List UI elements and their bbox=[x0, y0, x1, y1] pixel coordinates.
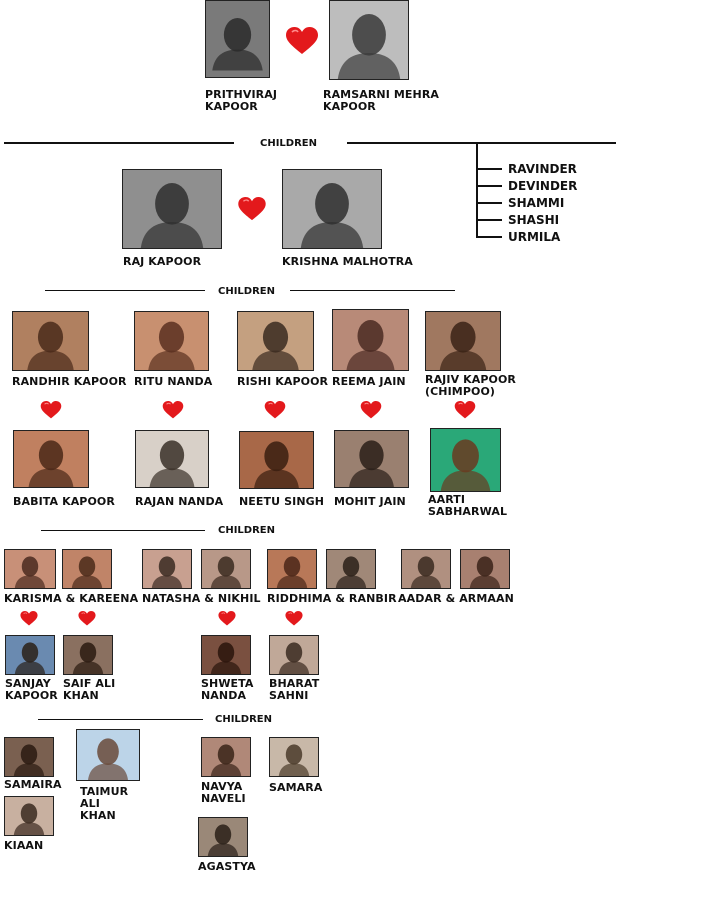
member-label: KARISMA & KAREENA bbox=[4, 592, 139, 605]
heart-icon bbox=[259, 401, 291, 419]
portrait-icon bbox=[6, 636, 54, 674]
children-header: CHILDREN bbox=[218, 286, 276, 297]
portrait-kareena bbox=[62, 549, 112, 589]
portrait-rajan-nanda bbox=[135, 430, 209, 488]
portrait-aadar bbox=[401, 549, 451, 589]
sibling-tick bbox=[476, 219, 502, 221]
portrait-icon bbox=[268, 550, 316, 588]
member-label: PRITHVIRAJ KAPOOR bbox=[205, 88, 278, 113]
member-label: RISHI KAPOOR bbox=[237, 375, 329, 388]
portrait-navya-naveli bbox=[201, 737, 251, 777]
heart-icon bbox=[286, 27, 318, 55]
portrait-karisma bbox=[4, 549, 56, 589]
portrait-icon bbox=[5, 738, 53, 776]
member-label: AGASTYA bbox=[198, 860, 256, 873]
generation-divider bbox=[41, 530, 205, 531]
sibling-name: RAVINDER bbox=[508, 162, 577, 176]
portrait-icon bbox=[135, 312, 208, 370]
heart-icon bbox=[449, 401, 481, 419]
portrait-icon bbox=[202, 550, 250, 588]
portrait-icon bbox=[327, 550, 375, 588]
member-label: BHARAT SAHNI bbox=[269, 677, 320, 702]
portrait-icon bbox=[402, 550, 450, 588]
member-label: KRISHNA MALHOTRA bbox=[282, 255, 413, 268]
portrait-agastya bbox=[198, 817, 248, 857]
member-label: RITU NANDA bbox=[134, 375, 213, 388]
portrait-icon bbox=[64, 636, 112, 674]
generation-divider bbox=[4, 142, 234, 144]
member-label: AARTI SABHARWAL bbox=[428, 493, 508, 518]
portrait-icon bbox=[333, 310, 408, 370]
portrait-aarti-sabharwal bbox=[430, 428, 501, 492]
heart-icon bbox=[35, 401, 67, 419]
portrait-icon bbox=[238, 312, 313, 370]
heart-icon bbox=[355, 401, 387, 419]
portrait-mohit-jain bbox=[334, 430, 409, 488]
heart-icon bbox=[214, 611, 240, 626]
portrait-armaan bbox=[460, 549, 510, 589]
portrait-babita-kapoor bbox=[13, 430, 89, 488]
portrait-prithviraj-kapoor bbox=[205, 0, 270, 78]
member-label: TAIMUR ALI KHAN bbox=[80, 785, 129, 822]
portrait-krishna-malhotra bbox=[282, 169, 382, 249]
member-label: BABITA KAPOOR bbox=[13, 495, 115, 508]
portrait-icon bbox=[426, 312, 500, 370]
portrait-icon bbox=[270, 738, 318, 776]
member-label: MOHIT JAIN bbox=[334, 495, 406, 508]
member-label: SAIF ALI KHAN bbox=[63, 677, 116, 702]
portrait-icon bbox=[199, 818, 247, 856]
generation-divider bbox=[290, 290, 455, 291]
generation-divider bbox=[347, 142, 616, 144]
sibling-name: DEVINDER bbox=[508, 179, 578, 193]
portrait-icon bbox=[283, 170, 381, 248]
portrait-icon bbox=[77, 730, 139, 780]
member-label: REEMA JAIN bbox=[332, 375, 406, 388]
portrait-bharat-sahni bbox=[269, 635, 319, 675]
portrait-icon bbox=[143, 550, 191, 588]
sibling-bracket bbox=[476, 142, 478, 238]
heart-icon bbox=[74, 611, 100, 626]
member-label: NATASHA & NIKHIL bbox=[142, 592, 261, 605]
portrait-icon bbox=[63, 550, 111, 588]
member-label: SAMARA bbox=[269, 781, 323, 794]
portrait-icon bbox=[123, 170, 221, 248]
portrait-icon bbox=[5, 797, 53, 835]
portrait-icon bbox=[5, 550, 55, 588]
portrait-ranbir bbox=[326, 549, 376, 589]
sibling-tick bbox=[476, 168, 502, 170]
children-header: CHILDREN bbox=[260, 138, 318, 149]
portrait-icon bbox=[461, 550, 509, 588]
portrait-samara bbox=[269, 737, 319, 777]
portrait-reema-jain bbox=[332, 309, 409, 371]
portrait-icon bbox=[202, 738, 250, 776]
portrait-icon bbox=[202, 636, 250, 674]
heart-icon bbox=[157, 401, 189, 419]
generation-divider bbox=[45, 290, 205, 291]
children-header: CHILDREN bbox=[215, 714, 273, 725]
member-label: RAMSARNI MEHRA KAPOOR bbox=[323, 88, 440, 113]
portrait-icon bbox=[14, 431, 88, 487]
member-label: RAJIV KAPOOR (CHIMPOO) bbox=[425, 373, 516, 398]
heart-icon bbox=[234, 197, 270, 221]
generation-divider bbox=[38, 719, 203, 720]
portrait-kiaan bbox=[4, 796, 54, 836]
portrait-icon bbox=[240, 432, 313, 488]
portrait-randhir-kapoor bbox=[12, 311, 89, 371]
portrait-saif-ali-khan bbox=[63, 635, 113, 675]
portrait-icon bbox=[431, 429, 500, 491]
member-label: RAJ KAPOOR bbox=[123, 255, 202, 268]
member-label: SANJAY KAPOOR bbox=[5, 677, 58, 702]
sibling-name: SHAMMI bbox=[508, 196, 565, 210]
portrait-icon bbox=[335, 431, 408, 487]
portrait-sanjay-kapoor bbox=[5, 635, 55, 675]
portrait-rishi-kapoor bbox=[237, 311, 314, 371]
portrait-shweta-nanda bbox=[201, 635, 251, 675]
sibling-tick bbox=[476, 202, 502, 204]
portrait-neetu-singh bbox=[239, 431, 314, 489]
member-label: KIAAN bbox=[4, 839, 44, 852]
portrait-icon bbox=[206, 1, 269, 77]
portrait-icon bbox=[13, 312, 88, 370]
member-label: SAMAIRA bbox=[4, 778, 62, 791]
member-label: NEETU SINGH bbox=[239, 495, 325, 508]
sibling-name: SHASHI bbox=[508, 213, 560, 227]
member-label: RAJAN NANDA bbox=[135, 495, 224, 508]
heart-icon bbox=[16, 611, 42, 626]
portrait-riddhima bbox=[267, 549, 317, 589]
member-label: AADAR & ARMAAN bbox=[398, 592, 514, 605]
member-label: RANDHIR KAPOOR bbox=[12, 375, 127, 388]
sibling-tick bbox=[476, 185, 502, 187]
member-label: RIDDHIMA & RANBIR bbox=[267, 592, 397, 605]
member-label: NAVYA NAVELI bbox=[201, 780, 246, 805]
heart-icon bbox=[281, 611, 307, 626]
portrait-taimur-ali-khan bbox=[76, 729, 140, 781]
sibling-name: URMILA bbox=[508, 230, 561, 244]
portrait-samaira bbox=[4, 737, 54, 777]
member-label: SHWETA NANDA bbox=[201, 677, 254, 702]
sibling-tick bbox=[476, 236, 502, 238]
portrait-natasha bbox=[142, 549, 192, 589]
portrait-ramsarni-mehra-kapoor bbox=[329, 0, 409, 80]
portrait-raj-kapoor bbox=[122, 169, 222, 249]
portrait-icon bbox=[136, 431, 208, 487]
children-header: CHILDREN bbox=[218, 525, 276, 536]
portrait-icon bbox=[270, 636, 318, 674]
portrait-nikhil bbox=[201, 549, 251, 589]
portrait-ritu-nanda bbox=[134, 311, 209, 371]
portrait-rajiv-kapoor bbox=[425, 311, 501, 371]
portrait-icon bbox=[330, 1, 408, 79]
